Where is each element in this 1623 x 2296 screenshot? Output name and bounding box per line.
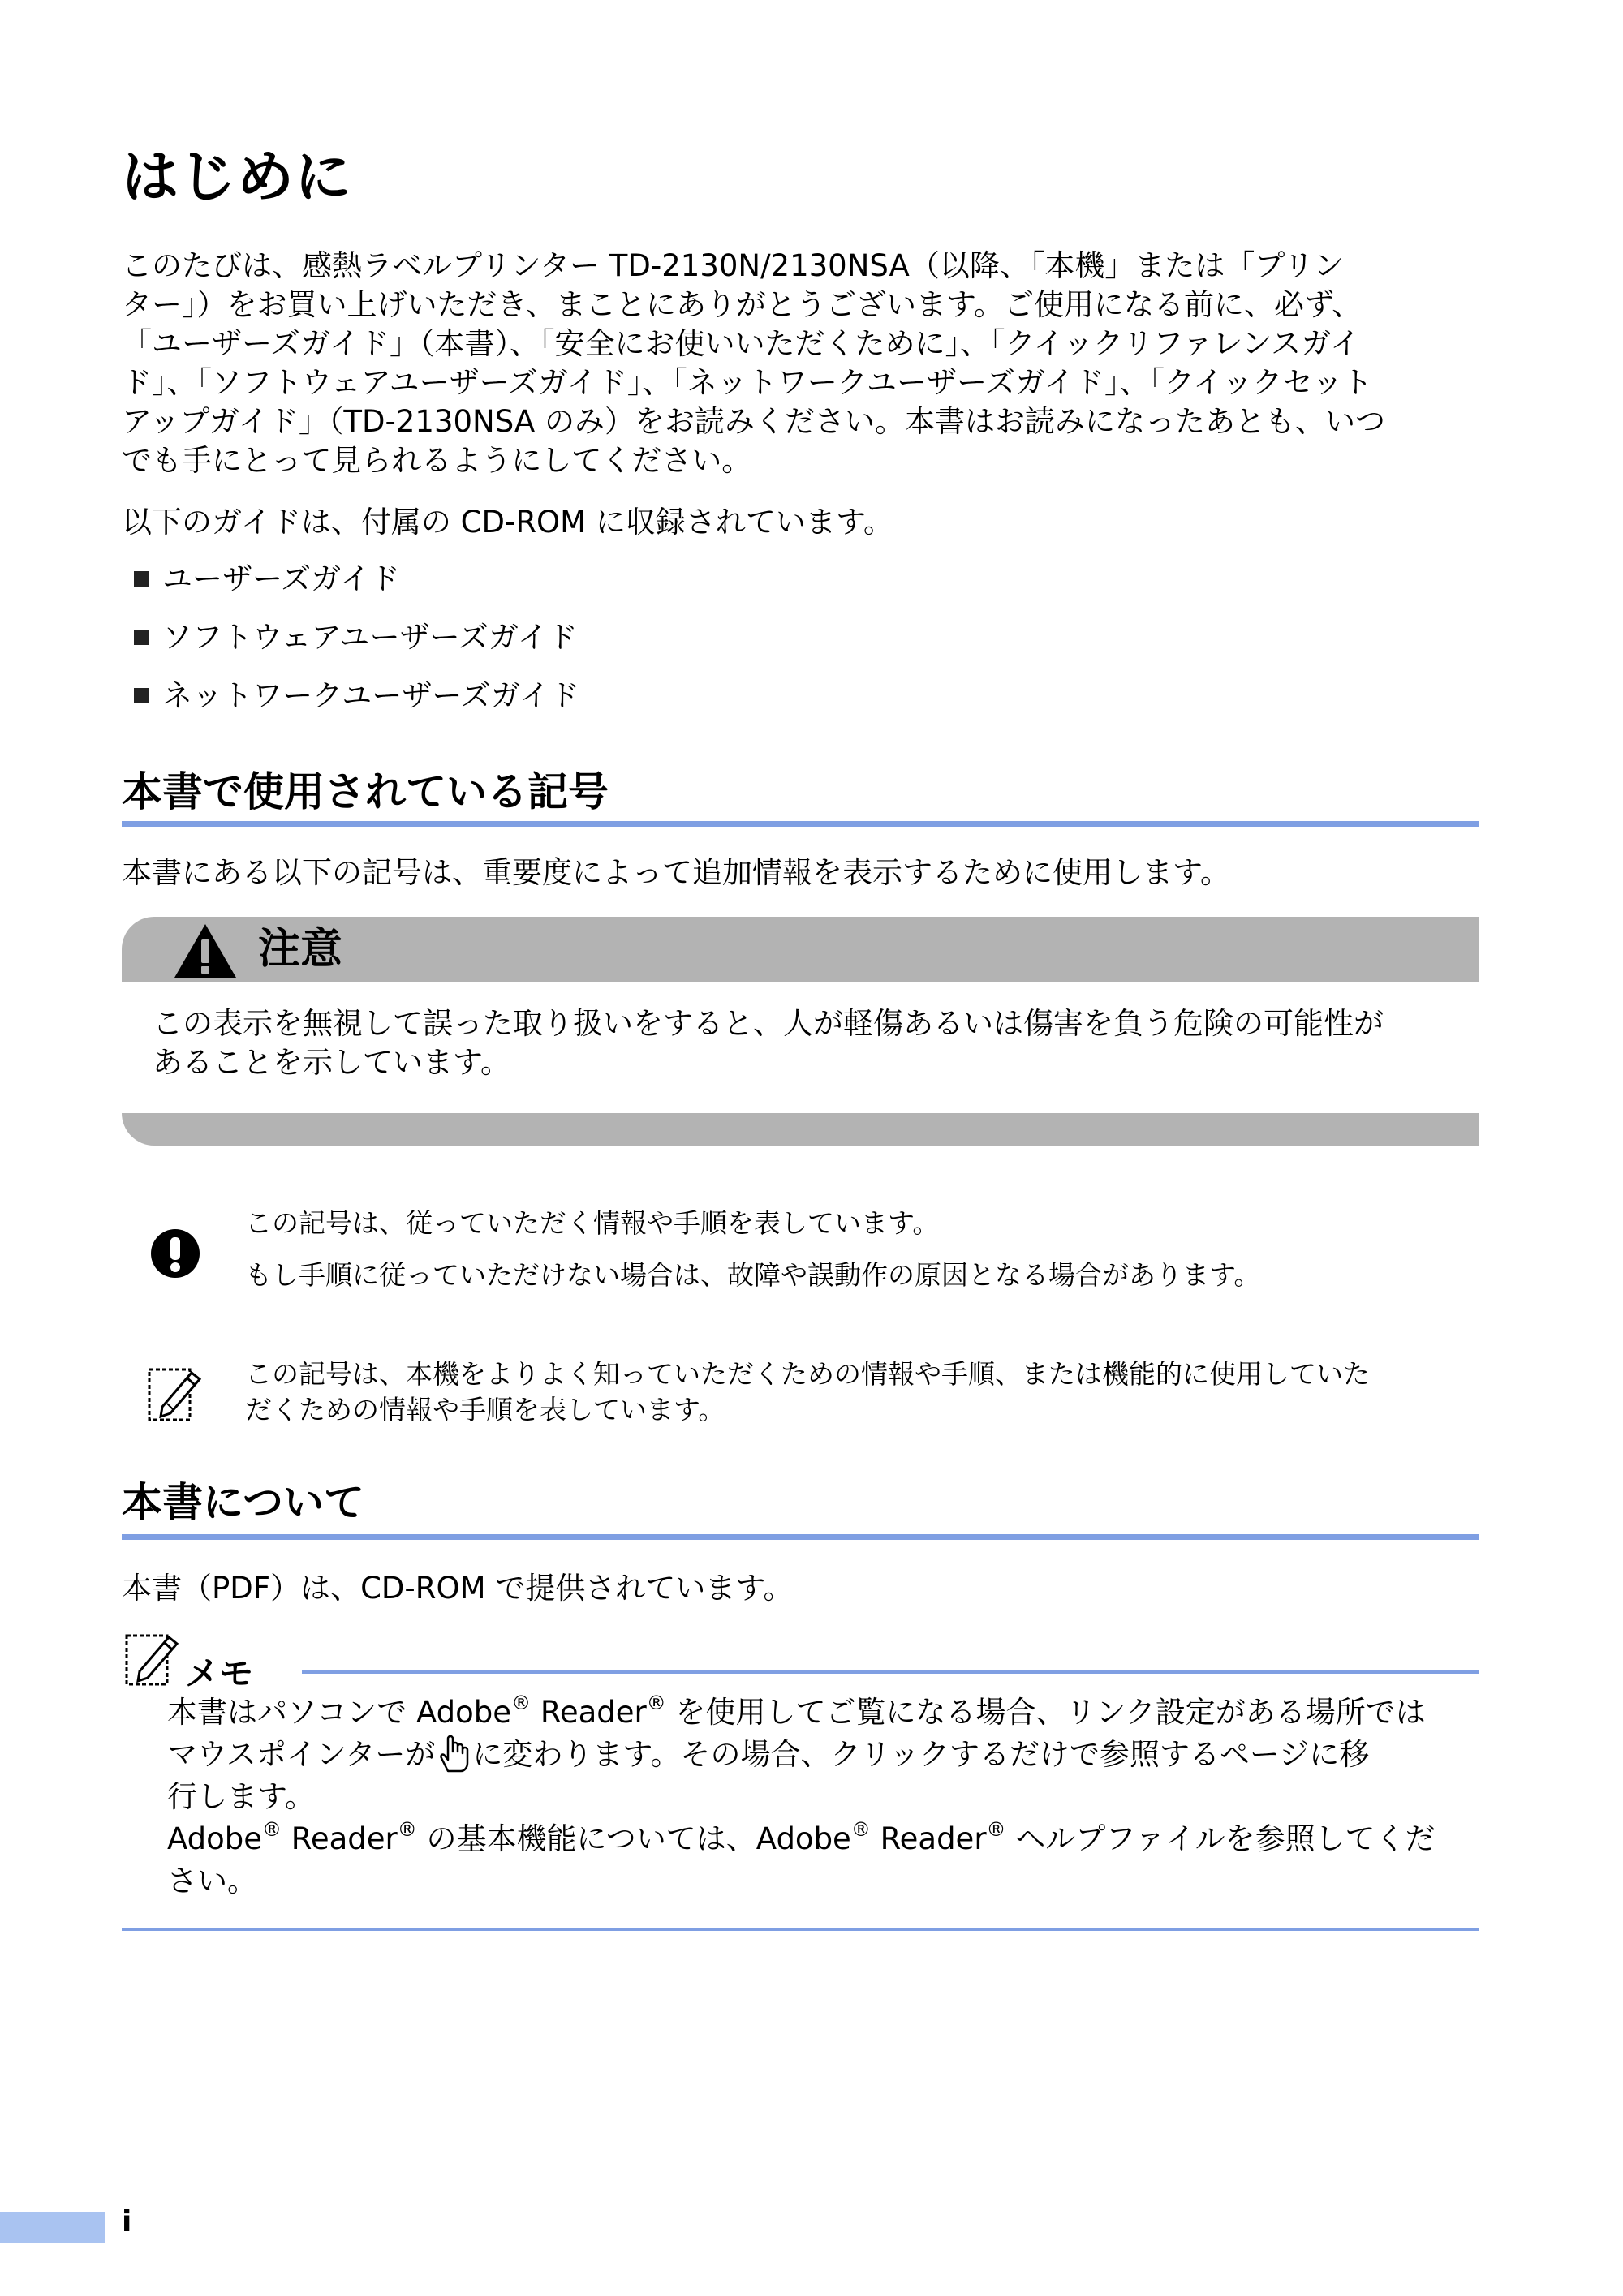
bullet-square-icon [134,630,149,645]
list-item: ネットワークユーザーズガイド [134,677,579,716]
intro-line: でも手にとって見られるようにしてください。 [122,443,752,478]
guides-intro: 以下のガイドは、付属の CD-ROM に収録されています。 [122,505,893,540]
note-line: だくための情報や手順を表しています。 [245,1394,725,1425]
intro-line: 「ユーザーズガイド」（本書）、「安全にお使いいただくために」、「クイックリファレンスガイ [122,326,1361,361]
memo-body [167,1692,1486,1903]
section-heading-symbols: 本書で使用されている記号 [122,768,609,815]
memo-title: メモ [185,1653,254,1693]
page-number: i [122,2205,132,2238]
list-item: ユーザーズガイド [134,560,400,599]
memo-line: さい。 [167,1864,257,1898]
intro-paragraph [122,247,1493,480]
memo-pencil-icon [123,1627,183,1689]
memo-line: 本書はパソコンで Adobe® Reader® を使用してご覧になる場合、リンク設定がある場所では [167,1692,1426,1730]
intro-line: このたびは、感熱ラベルプリンター TD-2130N/2130NSA（以降、「本機」または「プリン [122,248,1344,283]
warning-triangle-icon [172,922,239,980]
section-divider [122,821,1479,827]
hand-pointer-icon [435,1734,472,1774]
section-heading-about: 本書について [122,1479,364,1526]
memo-top-rule [302,1670,1479,1674]
caution-title: 注意 [258,925,343,974]
symbols-intro: 本書にある以下の記号は、重要度によって追加情報を表示するために使用します。 [122,855,1231,890]
intro-line: アップガイド」（TD-2130NSA のみ）をお読みください。本書はお読みになったあとも、いつ [122,404,1385,439]
intro-line: ド」、「ソフトウェアユーザーズガイド」、「ネットワークユーザーズガイド」、「クイックセット [122,365,1373,400]
page-tab-marker [0,2212,105,2243]
about-text: 本書（PDF）は、CD-ROM で提供されています。 [122,1571,794,1606]
caution-line: あることを示しています。 [153,1045,511,1080]
caution-text [153,1004,1483,1082]
memo-pencil-icon [146,1361,204,1423]
important-line: もし手順に従っていただけない場合は、故障や誤動作の原因となる場合があります。 [245,1259,1261,1291]
exclamation-circle-icon [150,1228,200,1279]
memo-line: Adobe® Reader® の基本機能については、Adobe® Reader® ヘルプファイルを参照してくだ [167,1818,1436,1856]
memo-line: マウスポインターが に変わります。その場合、クリックするだけで参照するページに移 [167,1734,1486,1776]
important-line: この記号は、従っていただく情報や手順を表しています。 [245,1207,940,1239]
page-title: はじめに [122,144,352,210]
memo-line: 行します。 [167,1779,316,1814]
list-item: ソフトウェアユーザーズガイド [134,618,578,657]
bullet-square-icon [134,688,149,703]
intro-line: ター」）をお買い上げいただき、まことにありがとうございます。ご使用になる前に、必ず、 [122,287,1363,322]
bullet-square-icon [134,571,149,587]
note-line: この記号は、本機をよりよく知っていただくための情報や手順、または機能的に使用していた [245,1358,1370,1390]
section-divider [122,1534,1479,1540]
caution-line: この表示を無視して誤った取り扱いをすると、人が軽傷あるいは傷害を負う危険の可能性が [153,1006,1384,1041]
caution-footer-band [122,1113,1479,1146]
memo-bottom-rule [122,1928,1479,1931]
